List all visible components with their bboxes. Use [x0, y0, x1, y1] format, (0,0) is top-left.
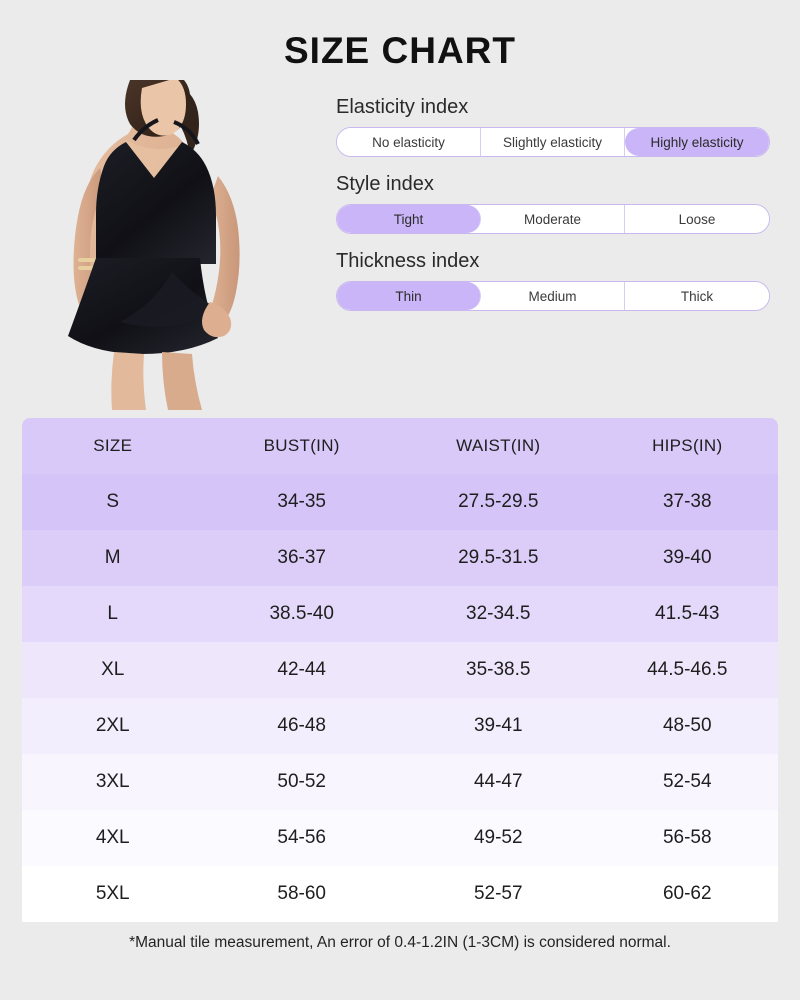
cell-waist: 44-47: [473, 771, 523, 792]
model-illustration: [22, 80, 322, 410]
measurement-footnote: *Manual tile measurement, An error of 0.4-1.2IN (1-3CM) is considered normal.: [129, 934, 671, 951]
cell-hips: 60-62: [662, 883, 712, 904]
cell-bust: 34-35: [277, 491, 327, 512]
cell-hips: 41.5-43: [655, 603, 720, 624]
cell-waist: 52-57: [473, 883, 523, 904]
top-section: [0, 72, 800, 412]
elasticity-option-highly[interactable]: Highly elasticity: [625, 128, 769, 156]
style-option-moderate[interactable]: Moderate: [481, 205, 625, 233]
cell-size: M: [104, 547, 121, 568]
table-row: [22, 754, 778, 810]
cell-waist: 49-52: [473, 827, 523, 848]
column-header-size: SIZE: [93, 436, 133, 455]
model-photo: [22, 80, 322, 410]
cell-size: S: [106, 491, 120, 512]
table-row: [22, 810, 778, 866]
page-title: SIZE CHART: [284, 30, 516, 71]
cell-size: L: [107, 603, 118, 624]
cell-waist: 27.5-29.5: [458, 491, 539, 512]
thickness-option-thin[interactable]: Thin: [337, 282, 481, 310]
cell-waist: 29.5-31.5: [458, 547, 539, 568]
cell-bust: 36-37: [277, 547, 327, 568]
elasticity-index: [336, 96, 778, 157]
style-option-tight[interactable]: Tight: [337, 205, 481, 233]
style-option-loose[interactable]: Loose: [625, 205, 769, 233]
size-table: [22, 418, 778, 922]
column-header-hips: HIPS(IN): [652, 436, 723, 455]
thickness-index-bar: [336, 281, 770, 311]
elasticity-index-label: Elasticity index: [336, 96, 469, 118]
cell-hips: 39-40: [662, 547, 712, 568]
size-table-body: [22, 474, 778, 922]
cell-bust: 54-56: [277, 827, 327, 848]
cell-hips: 56-58: [662, 827, 712, 848]
style-index-label: Style index: [336, 173, 434, 195]
column-header-bust: BUST(IN): [263, 436, 340, 455]
cell-size: 4XL: [95, 827, 130, 848]
table-row: [22, 866, 778, 922]
cell-hips: 48-50: [662, 715, 712, 736]
cell-bust: 42-44: [277, 659, 327, 680]
table-header-row: [22, 418, 778, 474]
table-row: [22, 474, 778, 530]
table-row: [22, 698, 778, 754]
cell-waist: 39-41: [473, 715, 523, 736]
style-index-bar: [336, 204, 770, 234]
cell-waist: 35-38.5: [466, 659, 531, 680]
table-row: [22, 642, 778, 698]
cell-hips: 37-38: [662, 491, 712, 512]
cell-size: 2XL: [95, 715, 130, 736]
elasticity-option-slightly[interactable]: Slightly elasticity: [481, 128, 625, 156]
cell-size: 3XL: [95, 771, 130, 792]
table-row: [22, 530, 778, 586]
thickness-index: [336, 250, 778, 311]
cell-hips: 44.5-46.5: [647, 659, 728, 680]
cell-hips: 52-54: [662, 771, 712, 792]
cell-bust: 58-60: [277, 883, 327, 904]
cell-bust: 38.5-40: [269, 603, 334, 624]
style-index: [336, 173, 778, 234]
cell-bust: 50-52: [277, 771, 327, 792]
index-panel: [322, 80, 778, 327]
cell-size: 5XL: [95, 883, 130, 904]
thickness-index-label: Thickness index: [336, 250, 480, 272]
table-row: [22, 586, 778, 642]
cell-waist: 32-34.5: [466, 603, 531, 624]
column-header-waist: WAIST(IN): [456, 436, 541, 455]
thickness-option-thick[interactable]: Thick: [625, 282, 769, 310]
thickness-option-medium[interactable]: Medium: [481, 282, 625, 310]
cell-size: XL: [101, 659, 125, 680]
elasticity-index-bar: [336, 127, 770, 157]
cell-bust: 46-48: [277, 715, 327, 736]
elasticity-option-no[interactable]: No elasticity: [337, 128, 481, 156]
